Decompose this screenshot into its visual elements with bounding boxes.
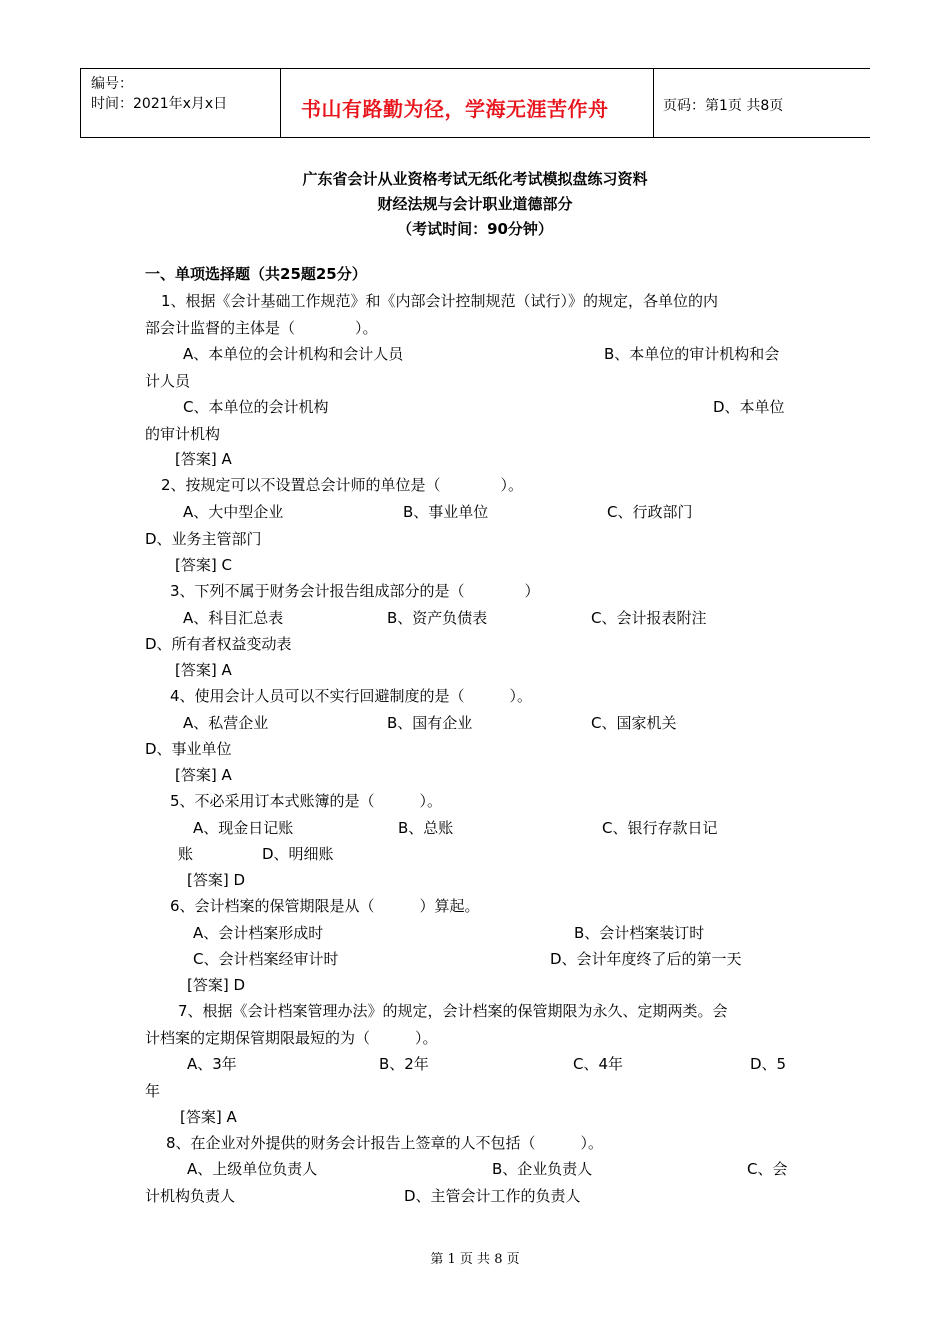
number-label: 编号：	[91, 76, 133, 92]
question-3-text: 3、下列不属于财务会计报告组成部分的是（ ）	[170, 582, 540, 600]
answer-6: [答案] D	[187, 976, 246, 994]
option-8d: D、主管会计工作的负责人	[404, 1187, 581, 1205]
document-header	[80, 68, 870, 138]
question-2-text: 2、按规定可以不设置总会计师的单位是（ ）。	[161, 476, 524, 494]
option-5c: C、银行存款日记	[602, 819, 718, 837]
option-7d: D、5	[750, 1055, 787, 1073]
option-8c-cont: 计机构负责人	[145, 1187, 236, 1205]
option-2c: C、行政部门	[607, 503, 693, 521]
option-7c: C、4年	[573, 1055, 624, 1073]
option-1a: A、本单位的会计机构和会计人员	[183, 345, 404, 363]
option-5c-cont: 账	[178, 845, 194, 863]
option-1d-cont: 的审计机构	[145, 425, 221, 443]
question-5-text: 5、不必采用订本式账簿的是（ ）。	[170, 792, 443, 810]
option-3d: D、所有者权益变动表	[145, 635, 292, 653]
answer-4: [答案] A	[175, 766, 232, 784]
answer-7: [答案] A	[180, 1108, 237, 1126]
question-4-text: 4、使用会计人员可以不实行回避制度的是（ ）。	[170, 687, 533, 705]
motto-text: 书山有路勤为径，学海无涯苦作舟	[301, 97, 609, 121]
question-6-text: 6、会计档案的保管期限是从（ ）算起。	[170, 897, 480, 915]
option-6a: A、会计档案形成时	[193, 924, 324, 942]
option-2d: D、业务主管部门	[145, 530, 262, 548]
option-2b: B、事业单位	[403, 503, 489, 521]
option-7a: A、3年	[187, 1055, 237, 1073]
question-7-text: 7、根据《会计档案管理办法》的规定，会计档案的保管期限为永久、定期两类。会	[178, 1002, 728, 1020]
option-8c: C、会	[747, 1160, 788, 1178]
question-1-text: 1、根据《会计基础工作规范》和《内部会计控制规范（试行）》的规定，各单位的内	[161, 292, 719, 310]
option-1b-cont: 计人员	[145, 372, 191, 390]
option-3a: A、科目汇总表	[183, 609, 284, 627]
section-heading: 一、单项选择题（共25题25分）	[145, 265, 367, 283]
option-4c: C、国家机关	[591, 714, 677, 732]
option-3c: C、会计报表附注	[591, 609, 707, 627]
option-6b: B、会计档案装订时	[574, 924, 705, 942]
header-meta-cell	[80, 69, 281, 137]
option-5d: D、明细账	[262, 845, 334, 863]
page-info: 页码：第1页 共8页	[663, 98, 784, 114]
option-6c: C、会计档案经审计时	[193, 950, 339, 968]
option-5a: A、现金日记账	[193, 819, 294, 837]
header-page-cell	[653, 69, 870, 137]
option-4a: A、私营企业	[183, 714, 269, 732]
option-6d: D、会计年度终了后的第一天	[550, 950, 742, 968]
option-3b: B、资产负债表	[387, 609, 488, 627]
exam-time: （考试时间：90分钟）	[397, 220, 553, 238]
time-label: 时间：2021年x月x日	[91, 96, 228, 112]
answer-5: [答案] D	[187, 871, 246, 889]
option-1b: B、本单位的审计机构和会	[604, 345, 780, 363]
option-4b: B、国有企业	[387, 714, 473, 732]
page-footer: 第 1 页 共 8 页	[430, 1252, 520, 1267]
doc-subtitle: 财经法规与会计职业道德部分	[377, 195, 573, 213]
answer-3: [答案] A	[175, 661, 232, 679]
answer-1: [答案] A	[175, 450, 232, 468]
option-5b: B、总账	[398, 819, 454, 837]
option-4d: D、事业单位	[145, 740, 232, 758]
question-1-text-cont: 部会计监督的主体是（ ）。	[145, 319, 378, 337]
option-7d-cont: 年	[145, 1082, 161, 1100]
question-7-text-cont: 计档案的定期保管期限最短的为（ ）。	[145, 1029, 438, 1047]
option-2a: A、大中型企业	[183, 503, 284, 521]
option-1c: C、本单位的会计机构	[183, 398, 329, 416]
doc-title: 广东省会计从业资格考试无纸化考试模拟盘练习资料	[302, 170, 648, 188]
answer-2: [答案] C	[175, 556, 232, 574]
option-1d: D、本单位	[713, 398, 785, 416]
option-8a: A、上级单位负责人	[187, 1160, 318, 1178]
option-8b: B、企业负责人	[492, 1160, 593, 1178]
header-motto-cell	[280, 69, 654, 137]
option-7b: B、2年	[379, 1055, 429, 1073]
question-8-text: 8、在企业对外提供的财务会计报告上签章的人不包括（ ）。	[166, 1134, 604, 1152]
